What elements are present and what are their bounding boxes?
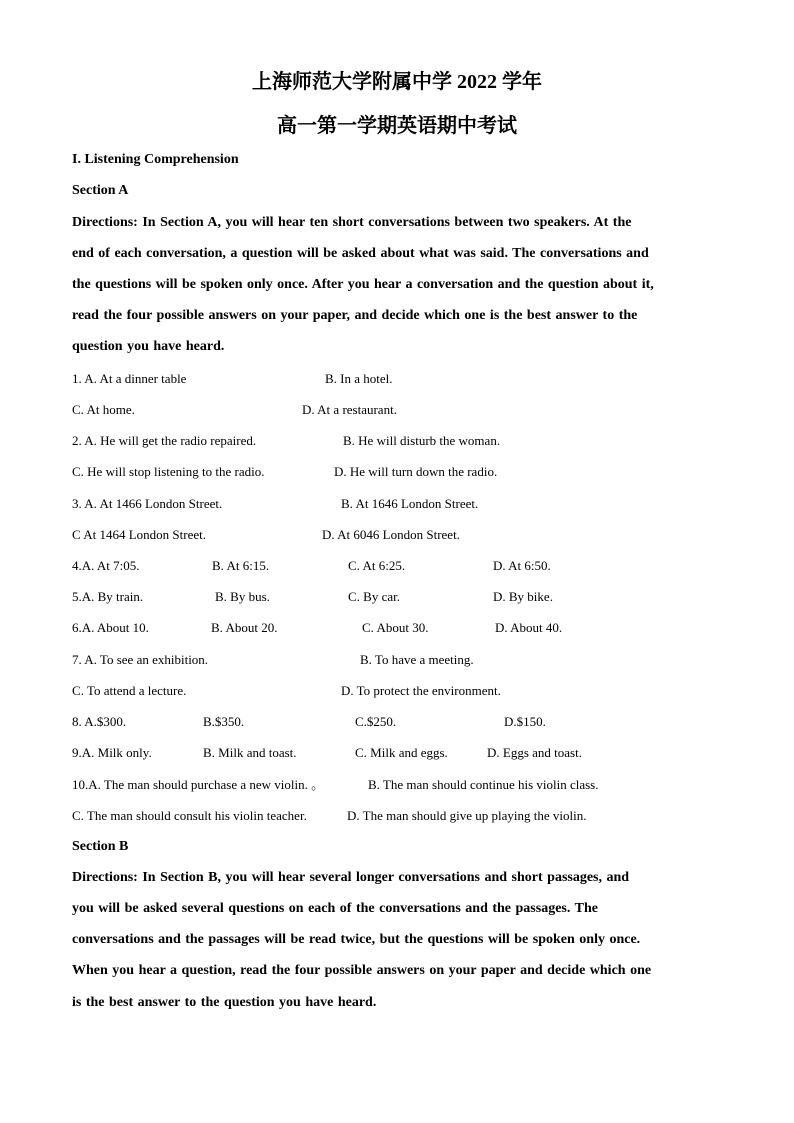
directions-line: Directions: In Section A, you will hear ten short conversations between two speakers. At the (72, 215, 632, 230)
question-2-option-c: C. He will stop listening to the radio. (72, 464, 265, 479)
question-6-option-d: D. About 40. (495, 620, 563, 635)
directions-line: you will be asked several questions on each of the conversations and the passages. The (72, 901, 598, 916)
directions-line: end of each conversation, a question will be asked about what was said. The conversations and (72, 246, 649, 261)
question-7-option-d: D. To protect the environment. (341, 683, 501, 698)
question-7-option-a: 7. A. To see an exhibition. (72, 652, 209, 667)
question-1-option-a: 1. A. At a dinner table (72, 371, 187, 386)
question-1-option-d: D. At a restaurant. (302, 402, 397, 417)
question-8-option-d: D.$150. (504, 714, 546, 729)
question-9-option-c: C. Milk and eggs. (355, 745, 448, 760)
question-5-option-d: D. By bike. (493, 589, 553, 604)
question-8-option-a: 8. A.$300. (72, 714, 127, 729)
question-5-option-a: 5.A. By train. (72, 589, 144, 604)
question-6-option-a: 6.A. About 10. (72, 620, 149, 635)
question-4-option-c: C. At 6:25. (348, 558, 406, 573)
directions-line: When you hear a question, read the four possible answers on your paper and decide which one (72, 963, 652, 978)
directions-line: is the best answer to the question you have heard. (72, 995, 377, 1010)
question-6-option-c: C. About 30. (362, 620, 429, 635)
question-2-option-d: D. He will turn down the radio. (334, 464, 498, 479)
question-3-option-d: D. At 6046 London Street. (322, 527, 460, 542)
directions-line: Directions: In Section B, you will hear several longer conversations and short passages, and (72, 870, 630, 885)
question-10-option-b: B. The man should continue his violin class. (368, 777, 599, 792)
directions-line: conversations and the passages will be read twice, but the questions will be spoken only once. (72, 932, 641, 947)
question-3-option-c: C At 1464 London Street. (72, 527, 206, 542)
question-8-option-b: B.$350. (203, 714, 245, 729)
question-7-option-b: B. To have a meeting. (360, 652, 474, 667)
exam-title-school: 上海师范大学附属中学 2022 学年 (252, 71, 542, 93)
question-4-option-b: B. At 6:15. (212, 558, 270, 573)
question-4-option-d: D. At 6:50. (493, 558, 551, 573)
question-8-option-c: C.$250. (355, 714, 397, 729)
question-7-option-c: C. To attend a lecture. (72, 683, 187, 698)
question-5-option-b: B. By bus. (215, 589, 270, 604)
question-3-option-b: B. At 1646 London Street. (341, 496, 479, 511)
question-1-option-c: C. At home. (72, 402, 135, 417)
section-b-heading: Section B (72, 839, 129, 854)
section-a-heading: Section A (72, 183, 129, 198)
directions-line: read the four possible answers on your paper, and decide which one is the best answer to the (72, 308, 638, 323)
question-9-option-d: D. Eggs and toast. (487, 745, 582, 760)
question-10-option-d: D. The man should give up playing the violin. (347, 808, 587, 823)
question-2-option-b: B. He will disturb the woman. (343, 433, 501, 448)
question-2-option-a: 2. A. He will get the radio repaired. (72, 433, 257, 448)
part-heading: I. Listening Comprehension (72, 152, 239, 167)
question-10-option-c: C. The man should consult his violin teacher. (72, 808, 307, 823)
exam-title-subject: 高一第一学期英语期中考试 (277, 115, 517, 137)
question-9-option-a: 9.A. Milk only. (72, 745, 152, 760)
question-5-option-c: C. By car. (348, 589, 400, 604)
directions-line: the questions will be spoken only once. After you hear a conversation and the question about it, (72, 277, 654, 292)
question-4-option-a: 4.A. At 7:05. (72, 558, 140, 573)
question-10-option-a: 10.A. The man should purchase a new violin. 。 (72, 777, 325, 792)
question-3-option-a: 3. A. At 1466 London Street. (72, 496, 223, 511)
question-9-option-b: B. Milk and toast. (203, 745, 297, 760)
directions-line: question you have heard. (72, 339, 225, 354)
question-1-option-b: B. In a hotel. (325, 371, 393, 386)
question-6-option-b: B. About 20. (211, 620, 278, 635)
